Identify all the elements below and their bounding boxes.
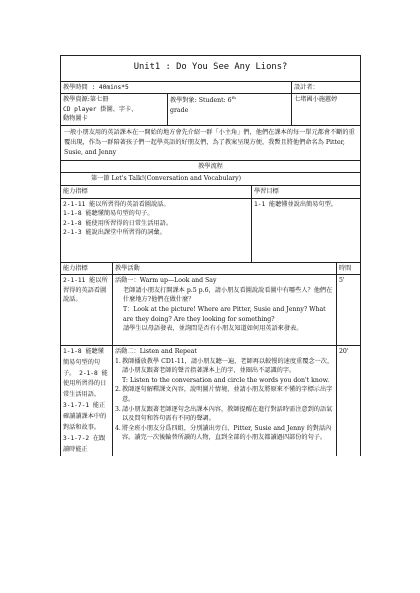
activity1-time: 5' (337, 275, 361, 346)
audience-text: 教學對象: Student: 6 (170, 97, 232, 105)
item-text: T: Listen to the conversation and circle the words you don't know. (122, 376, 330, 384)
activity-indicator-header: 能力指標 (61, 262, 113, 275)
audience-grade: grade (170, 106, 189, 114)
item-text: 請小朋友跟著老師逐句念出課本內容，教師提醒在進行對話時需注意到的語氣以及問句和答句需有不同的聲調。 (122, 405, 333, 423)
resources-line: CD player 掛圖、字卡、 (63, 105, 138, 113)
activity-header: 教學活動 (113, 262, 337, 275)
item-text: 將全班小朋友分爲四組，分別讀出旁白、Pitter, Susie and Jenny 的對話內容。讀完一次後輪替所讀的人物，直到全部的小朋友都讀過四部份的句子。 (122, 424, 332, 442)
item-number: 1. (115, 357, 121, 365)
section-title: 第一節 Let's Talk!(Conversation and Vocabulary) (61, 173, 361, 186)
teaching-time: 教學時間 : 40mins*5 (61, 81, 292, 94)
activity1-content (113, 275, 337, 346)
lesson-plan-table (60, 55, 361, 456)
audience-sup: th (231, 95, 236, 101)
item-number (115, 376, 122, 386)
flow-title: 教學流程 (61, 160, 361, 173)
activity2-indicator: 1-1-8 能聽懂簡易句型的句子。 2-1-8 能使用所習得的日常生活用語。 3-1-7-1 能正確讀讀課本中的對話和故事。 3-1-7-2 在跟讀時能正 (61, 345, 113, 456)
activity2-item (115, 357, 334, 376)
resources-line: 教學資源:第七冊 (63, 96, 109, 104)
activity2-content (113, 345, 337, 456)
item-text: 教師逐句解釋課文內容，說明圖片情境，並請小朋友將原來不懂的字標示出字意。 (122, 386, 333, 403)
lesson-plan-document (60, 55, 360, 456)
indicator-item: 2-1-3 能說出課堂中所習得的詞彙。 (63, 229, 166, 237)
activity2-item (115, 424, 334, 443)
item-number: 2. (115, 386, 121, 394)
resources-line: 動物圖卡 (63, 115, 88, 123)
activity1-indicator: 2-1-11 能以所習得的英語看圖說話。 (61, 275, 113, 346)
indicator-item: 2-1-11 能以所習得的英語看圖說話。 (63, 200, 170, 208)
objective-header: 學習目標 (252, 186, 361, 199)
activity2-title: 活動二：Listen and Repeat (115, 347, 197, 355)
designer-label: 設計者： (292, 81, 361, 94)
time-header: 時間 (337, 262, 361, 275)
objective-text: 1-1 能聽懂並說出簡易句型。 (252, 198, 361, 262)
item-number: 4. (115, 424, 121, 432)
school-name: 七堵國小施蕙婷 (292, 94, 361, 126)
activity1-line: 請學生以母語發表，並詢問是否有小朋友知道如何用英語來發表。 (123, 325, 303, 333)
activity2-item (115, 385, 334, 404)
intro-paragraph: 一般小朋友用的英語課本在一開始的地方會先介紹一群「小主角」們，他們在課本的每一單元都會不斷的重覆出現，作為一群陪著孩子們一起學英語的好朋友們，為了教案呈現方便，我暫且將他們命名為 Pitter, Susie, and Jenny (61, 126, 361, 161)
activity1-line: 老師請小朋友打開課本 p.5 p.6，請小朋友看圖說說看圖中有哪些人？他們在什麼地方?他們在做什麼？ (123, 286, 333, 304)
item-number: 3. (115, 405, 121, 413)
lesson-title: Unit1 : Do You See Any Lions? (61, 56, 361, 82)
activity1-line: T：Look at the picture! Where are Pitter, Susie and Jenny? What are they doing? Are they looking for something? (123, 306, 326, 323)
activity2-item (115, 405, 334, 424)
item-text: 教師播放教學 CD1-11，請小朋友聽一遍，老師再以較慢的速度重覆念一次，請小朋友跟著老師的聲音指著課本上的字，並圈出不認識的字。 (122, 357, 334, 375)
indicator-list (61, 198, 252, 262)
indicator-header: 能力指標 (61, 186, 252, 199)
activity2-item (115, 376, 334, 386)
activity2-time: 20' (337, 345, 361, 456)
indicator-item: 2-1-8 能使用所習得的日常生活用語。 (63, 219, 172, 227)
indicator-item: 1-1-8 能聽懂簡易句型的句子。 (63, 210, 154, 218)
activity1-title: 活動一：Warm up—Look and Say (115, 277, 217, 285)
teaching-audience (168, 94, 292, 126)
teaching-resources (61, 94, 168, 126)
